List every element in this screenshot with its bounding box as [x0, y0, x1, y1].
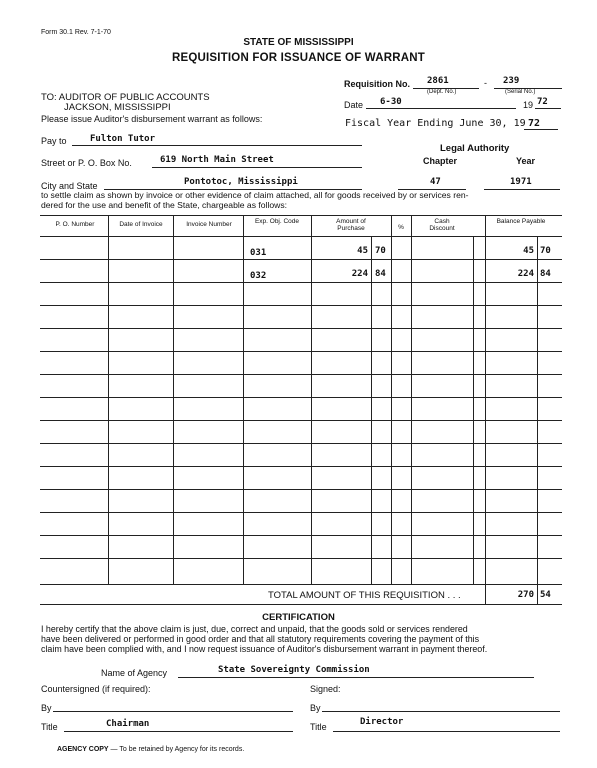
chapter-label: Chapter [423, 156, 458, 166]
total-cents: 54 [540, 590, 551, 600]
header-balance-payable: Balance Payable [496, 218, 546, 225]
header-amount-of-purchase: Amount of Purchase [336, 218, 366, 232]
dept-no-value: 2861 [427, 76, 449, 86]
addressee-line2: JACKSON, MISSISSIPPI [64, 102, 171, 113]
footer-bold: AGENCY COPY [57, 746, 109, 753]
footer-rest: — To be retained by Agency for its records. [108, 746, 245, 753]
legal-year-label: Year [516, 156, 536, 166]
certification-heading: CERTIFICATION [262, 612, 335, 623]
fiscal-year-value: 72 [528, 118, 541, 129]
serial-caption: (Serial No.) [505, 89, 536, 95]
form-id: Form 30.1 Rev. 7-1-70 [41, 29, 111, 36]
dept-caption: (Dept. No.) [427, 89, 457, 95]
city-value: Pontotoc, Mississippi [184, 177, 298, 187]
certification-line1: I hereby certify that the above claim is just, due, correct and unpaid, that the goods sold or services rendered [41, 624, 468, 634]
total-dollars: 270 [517, 590, 534, 600]
row2-balance-dollars: 224 [517, 269, 534, 279]
header-exp-obj-code: Exp. Obj. Code [254, 218, 300, 225]
by-right-label: By [310, 703, 321, 713]
total-label: TOTAL AMOUNT OF THIS REQUISITION . . . [268, 590, 461, 601]
footer-note [57, 746, 244, 753]
settle-text-line1: to settle claim as shown by invoice or other evidence of claim attached, all for goods received by or services ren- [41, 190, 469, 200]
year-prefix: 19 [523, 100, 534, 110]
legal-authority-heading: Legal Authority [440, 143, 510, 154]
header-cash-discount: Cash Discount [429, 218, 455, 232]
agency-label: Name of Agency [101, 668, 168, 678]
certification-line3: claim have been complied with, and I now request issuance of Auditor's disbursement warrant in payment thereof. [41, 644, 488, 654]
by-left-label: By [41, 703, 52, 713]
state-heading: STATE OF MISSISSIPPI [243, 37, 354, 48]
legal-year-value: 1971 [510, 177, 532, 187]
row1-code: 031 [250, 248, 267, 258]
settle-text-line2: dered for the use and benefit of the State, chargeable as follows: [41, 200, 288, 210]
date-value: 6-30 [380, 97, 402, 107]
header-percent: % [398, 224, 404, 231]
date-label: Date [344, 100, 364, 110]
row1-amount-dollars: 45 [357, 246, 368, 256]
certification-line2: have been delivered or performed in good order and that all statutory requirements covering the payment of this [41, 634, 480, 644]
street-value: 619 North Main Street [160, 155, 274, 165]
row2-balance-cents: 84 [540, 269, 551, 279]
fiscal-year-text: Fiscal Year Ending June 30, 19 [345, 118, 526, 129]
row2-amount-cents: 84 [375, 269, 386, 279]
row1-balance-dollars: 45 [523, 246, 534, 256]
instruction-text: Please issue Auditor's disbursement warrant as follows: [41, 114, 263, 124]
title-left-label: Title [41, 722, 58, 732]
page-title: REQUISITION FOR ISSUANCE OF WARRANT [172, 52, 425, 64]
row2-code: 032 [250, 271, 267, 281]
serial-no-value: 239 [503, 76, 520, 86]
header-invoice-number: Invoice Number [186, 221, 232, 228]
requisition-label: Requisition No. [344, 79, 410, 89]
countersigned-label: Countersigned (if required): [41, 684, 151, 694]
addressee-line1: TO: AUDITOR OF PUBLIC ACCOUNTS [41, 92, 210, 103]
title-left-value: Chairman [106, 719, 150, 729]
signed-label: Signed: [310, 684, 341, 694]
pay-to-label: Pay to [41, 136, 67, 146]
agency-value: State Sovereignty Commission [218, 665, 370, 675]
pay-to-value: Fulton Tutor [90, 134, 156, 144]
title-right-value: Director [360, 717, 404, 727]
header-po-number: P. O. Number [55, 221, 95, 228]
title-right-label: Title [310, 722, 327, 732]
header-date-of-invoice: Date of Invoice [119, 221, 163, 228]
year-value: 72 [537, 97, 548, 107]
city-label: City and State [41, 181, 98, 191]
row2-amount-dollars: 224 [351, 269, 368, 279]
row1-balance-cents: 70 [540, 246, 551, 256]
chapter-value: 47 [430, 177, 441, 187]
row1-amount-cents: 70 [375, 246, 386, 256]
street-label: Street or P. O. Box No. [41, 158, 132, 168]
